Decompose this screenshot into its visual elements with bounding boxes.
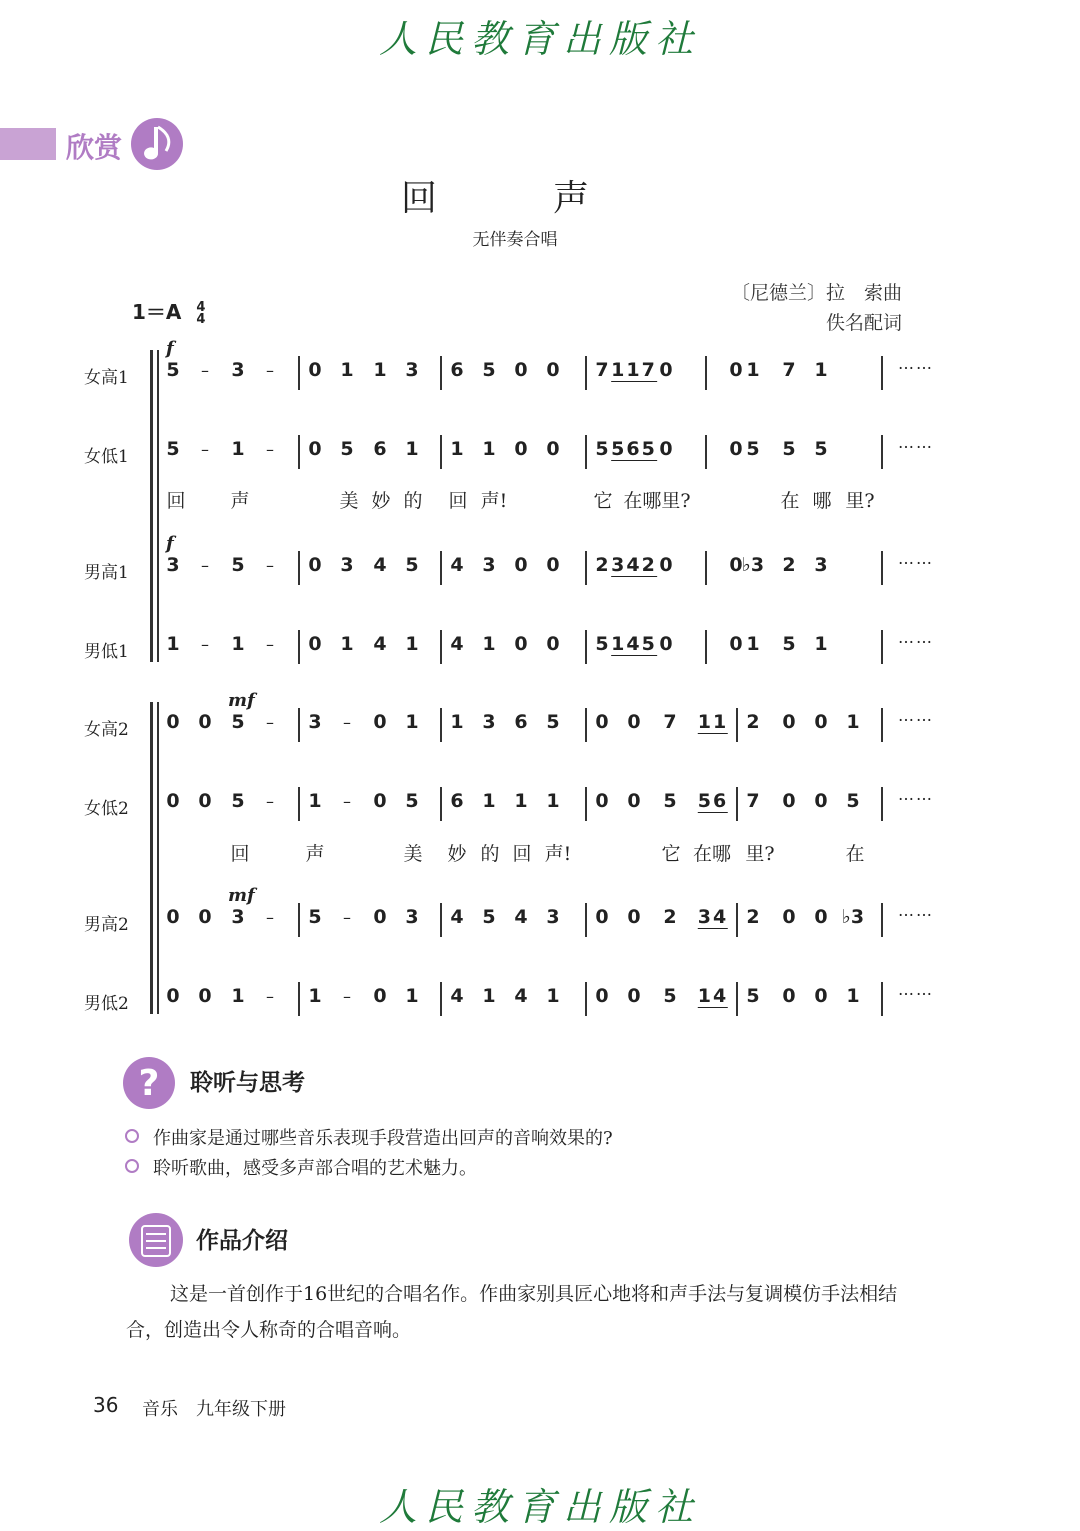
rest-dash: – — [266, 440, 274, 459]
continuation-dots: …… — [898, 785, 934, 804]
note: 0 — [166, 711, 180, 733]
note: 7 — [746, 790, 760, 812]
note: 1 — [405, 985, 419, 1007]
note: 1 — [450, 711, 464, 733]
system-brace-2 — [150, 702, 153, 1014]
barline — [736, 982, 738, 1016]
voice-label: 女低1 — [84, 447, 129, 467]
note: 2 — [595, 554, 609, 576]
note: 4 — [514, 906, 528, 928]
note: 0 — [308, 438, 322, 460]
note: 7 — [595, 359, 609, 381]
barline — [705, 551, 707, 585]
note: 1 — [546, 790, 560, 812]
note: 5 — [482, 906, 496, 928]
barline — [736, 903, 738, 937]
barline — [440, 551, 442, 585]
note: 0 — [627, 985, 641, 1007]
note: 3 — [482, 554, 496, 576]
note: 1 — [405, 438, 419, 460]
continuation-dots: …… — [898, 901, 934, 920]
note: 0 — [373, 906, 387, 928]
continuation-dots: …… — [898, 433, 934, 452]
note: 5 — [166, 359, 180, 381]
note: 5 — [782, 633, 796, 655]
rest-dash: – — [201, 635, 209, 654]
continuation-dots: …… — [898, 706, 934, 725]
note: 1 — [373, 359, 387, 381]
barline — [440, 982, 442, 1016]
note: 1 — [231, 985, 245, 1007]
note: 5 — [231, 711, 245, 733]
note: 1 — [308, 790, 322, 812]
barline — [298, 903, 300, 937]
lyric: 声! — [544, 843, 572, 865]
note: 0 — [373, 985, 387, 1007]
barline-end — [881, 435, 883, 469]
note: 0 — [729, 554, 743, 576]
note: 5 — [405, 554, 419, 576]
note: 0 — [166, 790, 180, 812]
dynamic-mark: f — [166, 533, 174, 554]
note: 56 — [697, 790, 729, 812]
note: 5 — [814, 438, 828, 460]
rest-dash: – — [266, 635, 274, 654]
note: 4 — [450, 554, 464, 576]
barline — [298, 435, 300, 469]
note: 6 — [373, 438, 387, 460]
note: 0 — [166, 985, 180, 1007]
note: 5 — [595, 438, 609, 460]
note: 5 — [482, 359, 496, 381]
note: 1 — [814, 359, 828, 381]
book-title: 音乐 九年级下册 — [142, 1399, 286, 1420]
lyric: 在哪 — [692, 843, 732, 865]
note: 14 — [697, 985, 729, 1007]
note: 1 — [846, 985, 860, 1007]
note: 0 — [729, 633, 743, 655]
lyric: 在 — [845, 843, 865, 865]
voice-label: 男高1 — [84, 563, 129, 583]
note: 11 — [697, 711, 729, 733]
note: 0 — [308, 359, 322, 381]
note: 0 — [198, 985, 212, 1007]
rest-dash: – — [266, 908, 274, 927]
note: 34 — [697, 906, 729, 928]
note: 5 — [782, 438, 796, 460]
lyric: 它 — [661, 843, 681, 865]
note: 0 — [659, 438, 673, 460]
note: 1 — [231, 438, 245, 460]
intro-heading: 作品介绍 — [196, 1228, 288, 1254]
note: 0 — [514, 633, 528, 655]
note: 0 — [373, 711, 387, 733]
system-brace-1b — [157, 350, 159, 662]
note: 0 — [166, 906, 180, 928]
question-icon — [122, 1056, 176, 1110]
lyric: 在哪里? — [623, 490, 691, 512]
note: 4 — [450, 985, 464, 1007]
dynamic-mark: mf — [228, 690, 255, 711]
time-top: 4 — [196, 299, 206, 315]
dynamic-mark: f — [166, 338, 174, 359]
dynamic-mark: mf — [228, 885, 255, 906]
note: 5 — [746, 985, 760, 1007]
note: ♭3 — [741, 554, 765, 576]
note: 0 — [782, 711, 796, 733]
rest-dash: – — [343, 792, 351, 811]
time-bottom: 4 — [196, 311, 206, 327]
rest-dash: – — [201, 440, 209, 459]
publisher-watermark-top: 人民教育出版社 — [378, 17, 701, 61]
note: 0 — [514, 359, 528, 381]
note: 0 — [627, 906, 641, 928]
note: 0 — [782, 906, 796, 928]
note: 1 — [450, 438, 464, 460]
lyric: 声 — [305, 843, 325, 865]
barline — [298, 982, 300, 1016]
lyric: 回 — [448, 490, 468, 512]
note: 0 — [729, 359, 743, 381]
note: 145 — [611, 633, 657, 655]
barline — [585, 630, 587, 664]
note: 4 — [373, 554, 387, 576]
note: 0 — [595, 906, 609, 928]
note: 0 — [782, 790, 796, 812]
note: 0 — [659, 359, 673, 381]
note: 1 — [482, 438, 496, 460]
note: 3 — [231, 359, 245, 381]
lyric: 的 — [403, 490, 423, 512]
lyric: 的 — [480, 843, 500, 865]
note: 0 — [814, 790, 828, 812]
note: 0 — [814, 985, 828, 1007]
note: 3 — [166, 554, 180, 576]
lyric: 回 — [166, 490, 186, 512]
barline — [440, 708, 442, 742]
note: 1 — [308, 985, 322, 1007]
note: 0 — [546, 438, 560, 460]
barline — [440, 435, 442, 469]
rest-dash: – — [266, 713, 274, 732]
note: 0 — [514, 554, 528, 576]
question-2 — [125, 1154, 477, 1180]
note: 3 — [814, 554, 828, 576]
page-number: 36 — [93, 1393, 119, 1417]
note: 117 — [611, 359, 657, 381]
note: 0 — [546, 633, 560, 655]
barline — [585, 903, 587, 937]
svg-text:?: ? — [138, 1063, 160, 1104]
barline — [298, 356, 300, 390]
note: 3 — [546, 906, 560, 928]
note: 1 — [846, 711, 860, 733]
rest-dash: – — [266, 792, 274, 811]
note: 0 — [514, 438, 528, 460]
note: 1 — [166, 633, 180, 655]
note: 4 — [373, 633, 387, 655]
question-1 — [125, 1124, 613, 1150]
lyricist-line: 佚名配词 — [825, 312, 902, 334]
note: 2 — [782, 554, 796, 576]
note: 0 — [814, 711, 828, 733]
section-label: 欣赏 — [66, 131, 123, 164]
note: 342 — [611, 554, 657, 576]
note: 1 — [405, 711, 419, 733]
note: 3 — [231, 906, 245, 928]
note: 3 — [405, 906, 419, 928]
barline — [585, 356, 587, 390]
note: 1 — [405, 633, 419, 655]
system-brace-2b — [157, 702, 159, 1014]
note: 5 — [846, 790, 860, 812]
lyric: 哪 — [812, 490, 832, 512]
note: 1 — [514, 790, 528, 812]
note: 1 — [746, 633, 760, 655]
barline-end — [881, 356, 883, 390]
lyric: 美 — [403, 843, 423, 865]
rest-dash: – — [201, 556, 209, 575]
note: 0 — [198, 711, 212, 733]
system-brace-1 — [150, 350, 153, 662]
barline — [298, 630, 300, 664]
barline-end — [881, 982, 883, 1016]
barline — [585, 787, 587, 821]
note: 0 — [659, 633, 673, 655]
rest-dash: – — [343, 713, 351, 732]
barline — [298, 551, 300, 585]
rest-dash: – — [266, 987, 274, 1006]
note: 3 — [308, 711, 322, 733]
note: 0 — [198, 790, 212, 812]
note: 6 — [450, 790, 464, 812]
barline-end — [881, 787, 883, 821]
voice-label: 女高1 — [84, 368, 129, 388]
barline — [585, 551, 587, 585]
continuation-dots: …… — [898, 628, 934, 647]
note: 3 — [405, 359, 419, 381]
note: 2 — [746, 711, 760, 733]
note: 1 — [482, 985, 496, 1007]
voice-label: 男高2 — [84, 915, 129, 935]
barline — [705, 356, 707, 390]
note: 0 — [627, 790, 641, 812]
lyric: 妙 — [371, 490, 391, 512]
note: 5 — [663, 790, 677, 812]
note: 0 — [595, 790, 609, 812]
rest-dash: – — [201, 361, 209, 380]
voice-label: 女低2 — [84, 799, 129, 819]
voice-label: 男低2 — [84, 994, 129, 1014]
intro-text: 这是一首创作于16世纪的合唱名作。作曲家别具匠心地将和声手法与复调模仿手法相结合，创造出令人称奇的合唱音响。 — [126, 1283, 898, 1341]
note: 3 — [482, 711, 496, 733]
note: 4 — [450, 906, 464, 928]
lyric: 声! — [480, 490, 508, 512]
composer-line: 〔尼德兰〕拉 索曲 — [730, 282, 902, 304]
lyric: 声 — [230, 490, 250, 512]
lyric: 在 — [780, 490, 800, 512]
note: 0 — [814, 906, 828, 928]
note: 0 — [373, 790, 387, 812]
barline — [440, 356, 442, 390]
note: 3 — [340, 554, 354, 576]
note: 5 — [308, 906, 322, 928]
note: 0 — [198, 906, 212, 928]
note: 7 — [663, 711, 677, 733]
barline-end — [881, 903, 883, 937]
rest-dash: – — [266, 361, 274, 380]
barline — [585, 982, 587, 1016]
note: 5 — [340, 438, 354, 460]
lyric: 里? — [745, 843, 775, 865]
note: 0 — [308, 633, 322, 655]
note: 1 — [231, 633, 245, 655]
note: 5 — [231, 790, 245, 812]
barline — [298, 708, 300, 742]
barline — [440, 903, 442, 937]
voice-label: 男低1 — [84, 642, 129, 662]
note: 0 — [627, 711, 641, 733]
lyric: 回 — [230, 843, 250, 865]
note: 4 — [450, 633, 464, 655]
voice-label: 女高2 — [84, 720, 129, 740]
lyric: 妙 — [447, 843, 467, 865]
barline-end — [881, 630, 883, 664]
barline-end — [881, 551, 883, 585]
note: 0 — [546, 554, 560, 576]
lyric: 美 — [339, 490, 359, 512]
scroll-icon — [128, 1212, 184, 1268]
lyric: 它 — [593, 490, 613, 512]
question-2-text: 聆听歌曲，感受多声部合唱的艺术魅力。 — [153, 1158, 477, 1179]
note: 565 — [611, 438, 657, 460]
note: 1 — [340, 633, 354, 655]
song-title: 回 声 — [400, 178, 629, 219]
note: 2 — [746, 906, 760, 928]
note: 1 — [814, 633, 828, 655]
note: 5 — [405, 790, 419, 812]
lyric: 里? — [845, 490, 875, 512]
barline — [585, 435, 587, 469]
lyric: 回 — [512, 843, 532, 865]
continuation-dots: …… — [898, 980, 934, 999]
note: 0 — [595, 985, 609, 1007]
note: 7 — [782, 359, 796, 381]
key-text: 1＝A — [132, 300, 182, 324]
note: 1 — [546, 985, 560, 1007]
note: 1 — [746, 359, 760, 381]
rest-dash: – — [266, 556, 274, 575]
note: 1 — [340, 359, 354, 381]
continuation-dots: …… — [898, 549, 934, 568]
note: 5 — [663, 985, 677, 1007]
barline — [585, 708, 587, 742]
note: 5 — [166, 438, 180, 460]
note: 0 — [782, 985, 796, 1007]
rest-dash: – — [343, 908, 351, 927]
note: 5 — [546, 711, 560, 733]
song-subtitle: 无伴奏合唱 — [472, 230, 558, 250]
note: 2 — [663, 906, 677, 928]
note: 5 — [746, 438, 760, 460]
note: 6 — [450, 359, 464, 381]
publisher-watermark-bottom: 人民教育出版社 — [378, 1485, 701, 1529]
barline — [705, 435, 707, 469]
note: 0 — [729, 438, 743, 460]
barline — [736, 787, 738, 821]
rest-dash: – — [343, 987, 351, 1006]
barline-end — [881, 708, 883, 742]
question-1-text: 作曲家是通过哪些音乐表现手段营造出回声的音响效果的? — [153, 1128, 613, 1149]
barline — [736, 708, 738, 742]
note: 5 — [595, 633, 609, 655]
continuation-dots: …… — [898, 354, 934, 373]
barline — [440, 630, 442, 664]
note: 6 — [514, 711, 528, 733]
note: 1 — [482, 790, 496, 812]
barline — [705, 630, 707, 664]
note: 0 — [308, 554, 322, 576]
barline — [298, 787, 300, 821]
note: 0 — [546, 359, 560, 381]
note: 0 — [659, 554, 673, 576]
listen-heading: 聆听与思考 — [190, 1070, 305, 1096]
note: 5 — [231, 554, 245, 576]
note: 4 — [514, 985, 528, 1007]
note: 1 — [482, 633, 496, 655]
note: 0 — [595, 711, 609, 733]
barline — [440, 787, 442, 821]
note: ♭3 — [841, 906, 865, 928]
